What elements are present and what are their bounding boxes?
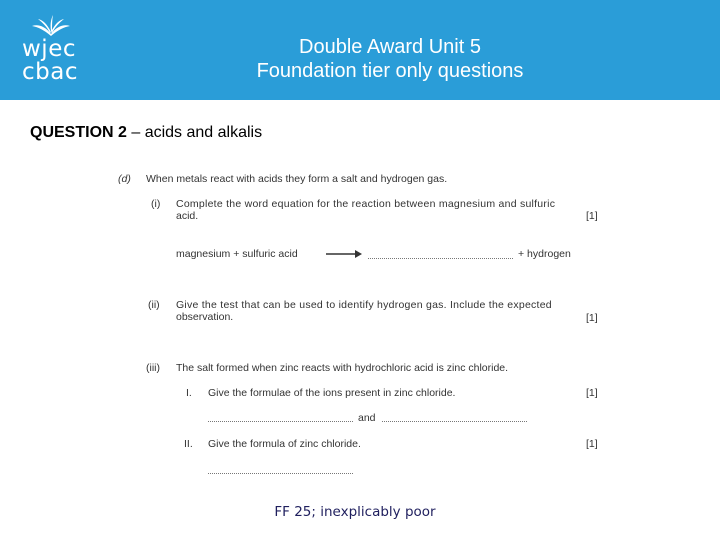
subpart-iii-text: The salt formed when zinc reacts with hydrochloric acid is zinc chloride. (176, 362, 509, 374)
item-II-label: II. (184, 438, 193, 450)
subpart-i-label: (i) (151, 198, 161, 210)
answer-line-formula (208, 473, 353, 474)
answer-line-ion-2 (382, 421, 527, 422)
question-heading (30, 124, 262, 142)
subpart-i-marks: [1] (586, 210, 598, 222)
item-I-label: I. (186, 387, 192, 399)
question-number: QUESTION 2 (30, 124, 127, 141)
equation-left: magnesium + sulfuric acid (176, 248, 298, 260)
subpart-ii-text-line2: observation. (176, 311, 234, 323)
intro-text: When metals react with acids they form a salt and hydrogen gas. (146, 173, 448, 185)
subpart-ii-marks: [1] (586, 312, 598, 324)
item-I-and: and (358, 412, 376, 424)
wjec-cbac-logo (22, 14, 92, 84)
item-I-text: Give the formulae of the ions present in zinc chloride. (208, 387, 456, 399)
subpart-i-text-line2: acid. (176, 210, 199, 222)
answer-line-ion-1 (208, 421, 353, 422)
header-banner (0, 0, 720, 100)
item-I-marks: [1] (586, 387, 598, 399)
item-II-text: Give the formula of zinc chloride. (208, 438, 361, 450)
subpart-ii-text-line1: Give the test that can be used to identify hydrogen gas. Include the expected (176, 299, 552, 311)
book-leaves-icon (30, 14, 72, 38)
logo-text-cbac: cbac (22, 59, 78, 85)
question-topic: – acids and alkalis (126, 124, 263, 141)
item-II-marks: [1] (586, 438, 598, 450)
part-label: (d) (118, 173, 131, 185)
answer-line-equation (368, 258, 513, 259)
equation-right: + hydrogen (518, 248, 571, 260)
slide-title-line1: Double Award Unit 5 (299, 36, 481, 58)
logo-text-wjec: wjec (22, 36, 76, 62)
subpart-ii-label: (ii) (148, 299, 160, 311)
subpart-i-text-line1: Complete the word equation for the reaction between magnesium and sulfuric (176, 198, 556, 210)
arrow-icon (326, 249, 362, 259)
subpart-iii-label: (iii) (146, 362, 160, 374)
examiner-comment: FF 25; inexplicably poor (274, 504, 436, 520)
slide-title-line2: Foundation tier only questions (256, 60, 524, 82)
